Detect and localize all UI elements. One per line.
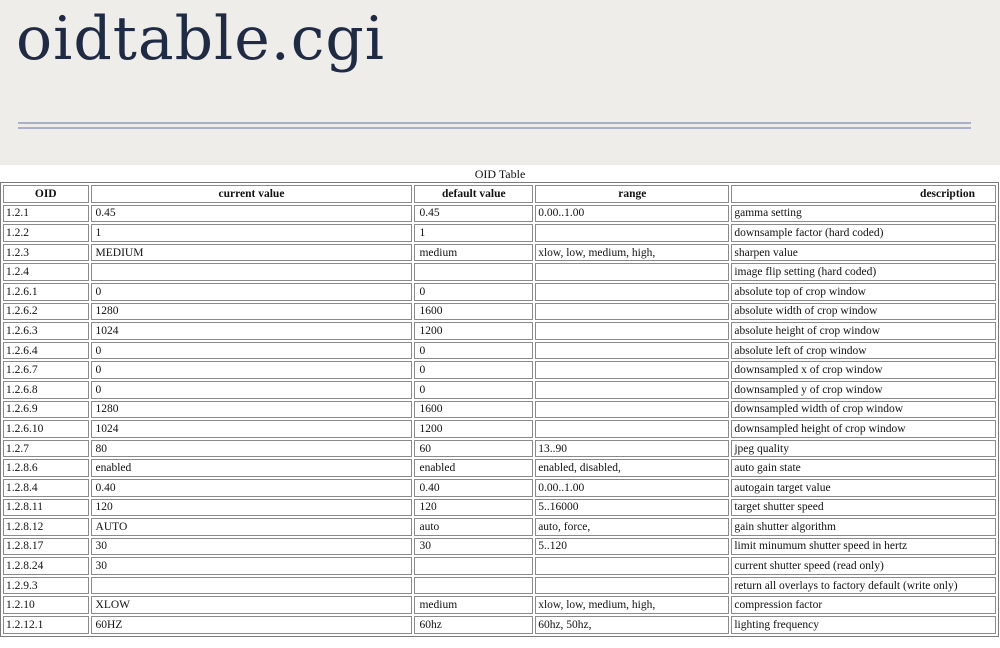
cell-oid: 1.2.10 bbox=[3, 596, 89, 614]
cell-oid: 1.2.6.8 bbox=[3, 381, 89, 399]
cell-default-value: auto bbox=[414, 518, 533, 536]
table-header-row bbox=[3, 185, 996, 203]
cell-range bbox=[535, 577, 729, 595]
cell-default-value: 0 bbox=[414, 361, 533, 379]
column-header-current-value: current value bbox=[91, 185, 413, 203]
cell-default-value: 30 bbox=[414, 538, 533, 556]
cell-oid: 1.2.3 bbox=[3, 244, 89, 262]
cell-range bbox=[535, 342, 729, 360]
cell-description: image flip setting (hard coded) bbox=[731, 263, 996, 281]
cell-description: current shutter speed (read only) bbox=[731, 557, 996, 575]
cell-description: downsampled x of crop window bbox=[731, 361, 996, 379]
table-row bbox=[3, 616, 996, 634]
cell-range: 0.00..1.00 bbox=[535, 205, 729, 223]
cell-oid: 1.2.8.11 bbox=[3, 499, 89, 517]
slide-title: oidtable.cgi bbox=[16, 4, 385, 74]
cell-description: autogain target value bbox=[731, 479, 996, 497]
cell-default-value: 0.40 bbox=[414, 479, 533, 497]
column-header-default-value: default value bbox=[414, 185, 533, 203]
table-row bbox=[3, 263, 996, 281]
cell-description: target shutter speed bbox=[731, 499, 996, 517]
cell-current-value: 1280 bbox=[91, 303, 413, 321]
cell-default-value bbox=[414, 263, 533, 281]
cell-current-value: 1024 bbox=[91, 322, 413, 340]
cell-description: downsampled height of crop window bbox=[731, 420, 996, 438]
cell-current-value: 1280 bbox=[91, 401, 413, 419]
cell-description: downsampled width of crop window bbox=[731, 401, 996, 419]
cell-current-value: 0 bbox=[91, 361, 413, 379]
cell-oid: 1.2.6.1 bbox=[3, 283, 89, 301]
cell-description: jpeg quality bbox=[731, 440, 996, 458]
cell-range bbox=[535, 361, 729, 379]
cell-default-value: 60 bbox=[414, 440, 533, 458]
cell-description: downsampled y of crop window bbox=[731, 381, 996, 399]
cell-current-value: 0 bbox=[91, 342, 413, 360]
cell-current-value: enabled bbox=[91, 459, 413, 477]
table-row bbox=[3, 205, 996, 223]
cell-description: absolute width of crop window bbox=[731, 303, 996, 321]
cell-range bbox=[535, 303, 729, 321]
cell-description: absolute height of crop window bbox=[731, 322, 996, 340]
cell-range: auto, force, bbox=[535, 518, 729, 536]
table-row bbox=[3, 283, 996, 301]
cell-default-value: enabled bbox=[414, 459, 533, 477]
cell-description: compression factor bbox=[731, 596, 996, 614]
table-row bbox=[3, 244, 996, 262]
cell-default-value: 0 bbox=[414, 342, 533, 360]
cell-current-value: 0 bbox=[91, 381, 413, 399]
cell-oid: 1.2.4 bbox=[3, 263, 89, 281]
cell-current-value: AUTO bbox=[91, 518, 413, 536]
cell-current-value: 1 bbox=[91, 224, 413, 242]
table-row bbox=[3, 538, 996, 556]
cell-default-value: 1600 bbox=[414, 303, 533, 321]
table-row bbox=[3, 342, 996, 360]
cell-current-value: 80 bbox=[91, 440, 413, 458]
cell-oid: 1.2.8.17 bbox=[3, 538, 89, 556]
cell-description: limit minumum shutter speed in hertz bbox=[731, 538, 996, 556]
table-row bbox=[3, 361, 996, 379]
column-header-description: description bbox=[731, 185, 996, 203]
cell-default-value: 0 bbox=[414, 381, 533, 399]
cell-range: 5..16000 bbox=[535, 499, 729, 517]
column-header-range: range bbox=[535, 185, 729, 203]
cell-oid: 1.2.6.9 bbox=[3, 401, 89, 419]
cell-default-value: 1200 bbox=[414, 420, 533, 438]
cell-description: gamma setting bbox=[731, 205, 996, 223]
column-header-oid: OID bbox=[3, 185, 89, 203]
table-row bbox=[3, 224, 996, 242]
cell-oid: 1.2.6.4 bbox=[3, 342, 89, 360]
cell-range: xlow, low, medium, high, bbox=[535, 596, 729, 614]
cell-oid: 1.2.6.2 bbox=[3, 303, 89, 321]
cell-oid: 1.2.6.10 bbox=[3, 420, 89, 438]
table-row bbox=[3, 518, 996, 536]
title-divider-top bbox=[18, 122, 971, 124]
cell-range: xlow, low, medium, high, bbox=[535, 244, 729, 262]
cell-oid: 1.2.8.6 bbox=[3, 459, 89, 477]
table-row bbox=[3, 420, 996, 438]
cell-oid: 1.2.8.4 bbox=[3, 479, 89, 497]
cell-range bbox=[535, 557, 729, 575]
table-row bbox=[3, 440, 996, 458]
cell-default-value: 120 bbox=[414, 499, 533, 517]
cell-oid: 1.2.6.3 bbox=[3, 322, 89, 340]
cell-current-value: 0 bbox=[91, 283, 413, 301]
cell-current-value: 1024 bbox=[91, 420, 413, 438]
cell-current-value: 0.45 bbox=[91, 205, 413, 223]
cell-range bbox=[535, 322, 729, 340]
table-row bbox=[3, 303, 996, 321]
cell-range: 13..90 bbox=[535, 440, 729, 458]
cell-range bbox=[535, 401, 729, 419]
cell-range bbox=[535, 263, 729, 281]
cell-description: gain shutter algorithm bbox=[731, 518, 996, 536]
cell-range: enabled, disabled, bbox=[535, 459, 729, 477]
cell-oid: 1.2.2 bbox=[3, 224, 89, 242]
cell-range bbox=[535, 224, 729, 242]
cell-current-value: 30 bbox=[91, 557, 413, 575]
table-row bbox=[3, 499, 996, 517]
cell-default-value: 1 bbox=[414, 224, 533, 242]
table-row bbox=[3, 557, 996, 575]
cell-current-value: 120 bbox=[91, 499, 413, 517]
cell-current-value: MEDIUM bbox=[91, 244, 413, 262]
cell-oid: 1.2.6.7 bbox=[3, 361, 89, 379]
cell-default-value: 1200 bbox=[414, 322, 533, 340]
cell-description: downsample factor (hard coded) bbox=[731, 224, 996, 242]
cell-default-value: medium bbox=[414, 596, 533, 614]
oid-table bbox=[0, 182, 999, 637]
cell-default-value: 0.45 bbox=[414, 205, 533, 223]
cell-range: 60hz, 50hz, bbox=[535, 616, 729, 634]
cell-description: sharpen value bbox=[731, 244, 996, 262]
cell-default-value bbox=[414, 577, 533, 595]
cell-default-value bbox=[414, 557, 533, 575]
cell-description: lighting frequency bbox=[731, 616, 996, 634]
cell-oid: 1.2.8.12 bbox=[3, 518, 89, 536]
table-row bbox=[3, 459, 996, 477]
table-row bbox=[3, 479, 996, 497]
cell-description: absolute top of crop window bbox=[731, 283, 996, 301]
cell-current-value bbox=[91, 263, 413, 281]
table-caption: OID Table bbox=[474, 167, 526, 181]
cell-description: absolute left of crop window bbox=[731, 342, 996, 360]
cell-oid: 1.2.8.24 bbox=[3, 557, 89, 575]
cell-default-value: medium bbox=[414, 244, 533, 262]
cell-current-value: 30 bbox=[91, 538, 413, 556]
cell-description: auto gain state bbox=[731, 459, 996, 477]
cell-description: return all overlays to factory default (write only) bbox=[731, 577, 996, 595]
cell-oid: 1.2.12.1 bbox=[3, 616, 89, 634]
table-row bbox=[3, 401, 996, 419]
cell-current-value: 0.40 bbox=[91, 479, 413, 497]
cell-oid: 1.2.1 bbox=[3, 205, 89, 223]
table-row bbox=[3, 596, 996, 614]
cell-range bbox=[535, 283, 729, 301]
cell-current-value: 60HZ bbox=[91, 616, 413, 634]
table-row bbox=[3, 577, 996, 595]
table-row bbox=[3, 322, 996, 340]
cell-current-value bbox=[91, 577, 413, 595]
cell-range bbox=[535, 381, 729, 399]
cell-oid: 1.2.9.3 bbox=[3, 577, 89, 595]
cell-default-value: 1600 bbox=[414, 401, 533, 419]
table-row bbox=[3, 381, 996, 399]
cell-range: 5..120 bbox=[535, 538, 729, 556]
cell-oid: 1.2.7 bbox=[3, 440, 89, 458]
cell-default-value: 60hz bbox=[414, 616, 533, 634]
cell-range: 0.00..1.00 bbox=[535, 479, 729, 497]
cell-range bbox=[535, 420, 729, 438]
cell-default-value: 0 bbox=[414, 283, 533, 301]
cell-current-value: XLOW bbox=[91, 596, 413, 614]
title-divider-bottom bbox=[18, 127, 971, 129]
